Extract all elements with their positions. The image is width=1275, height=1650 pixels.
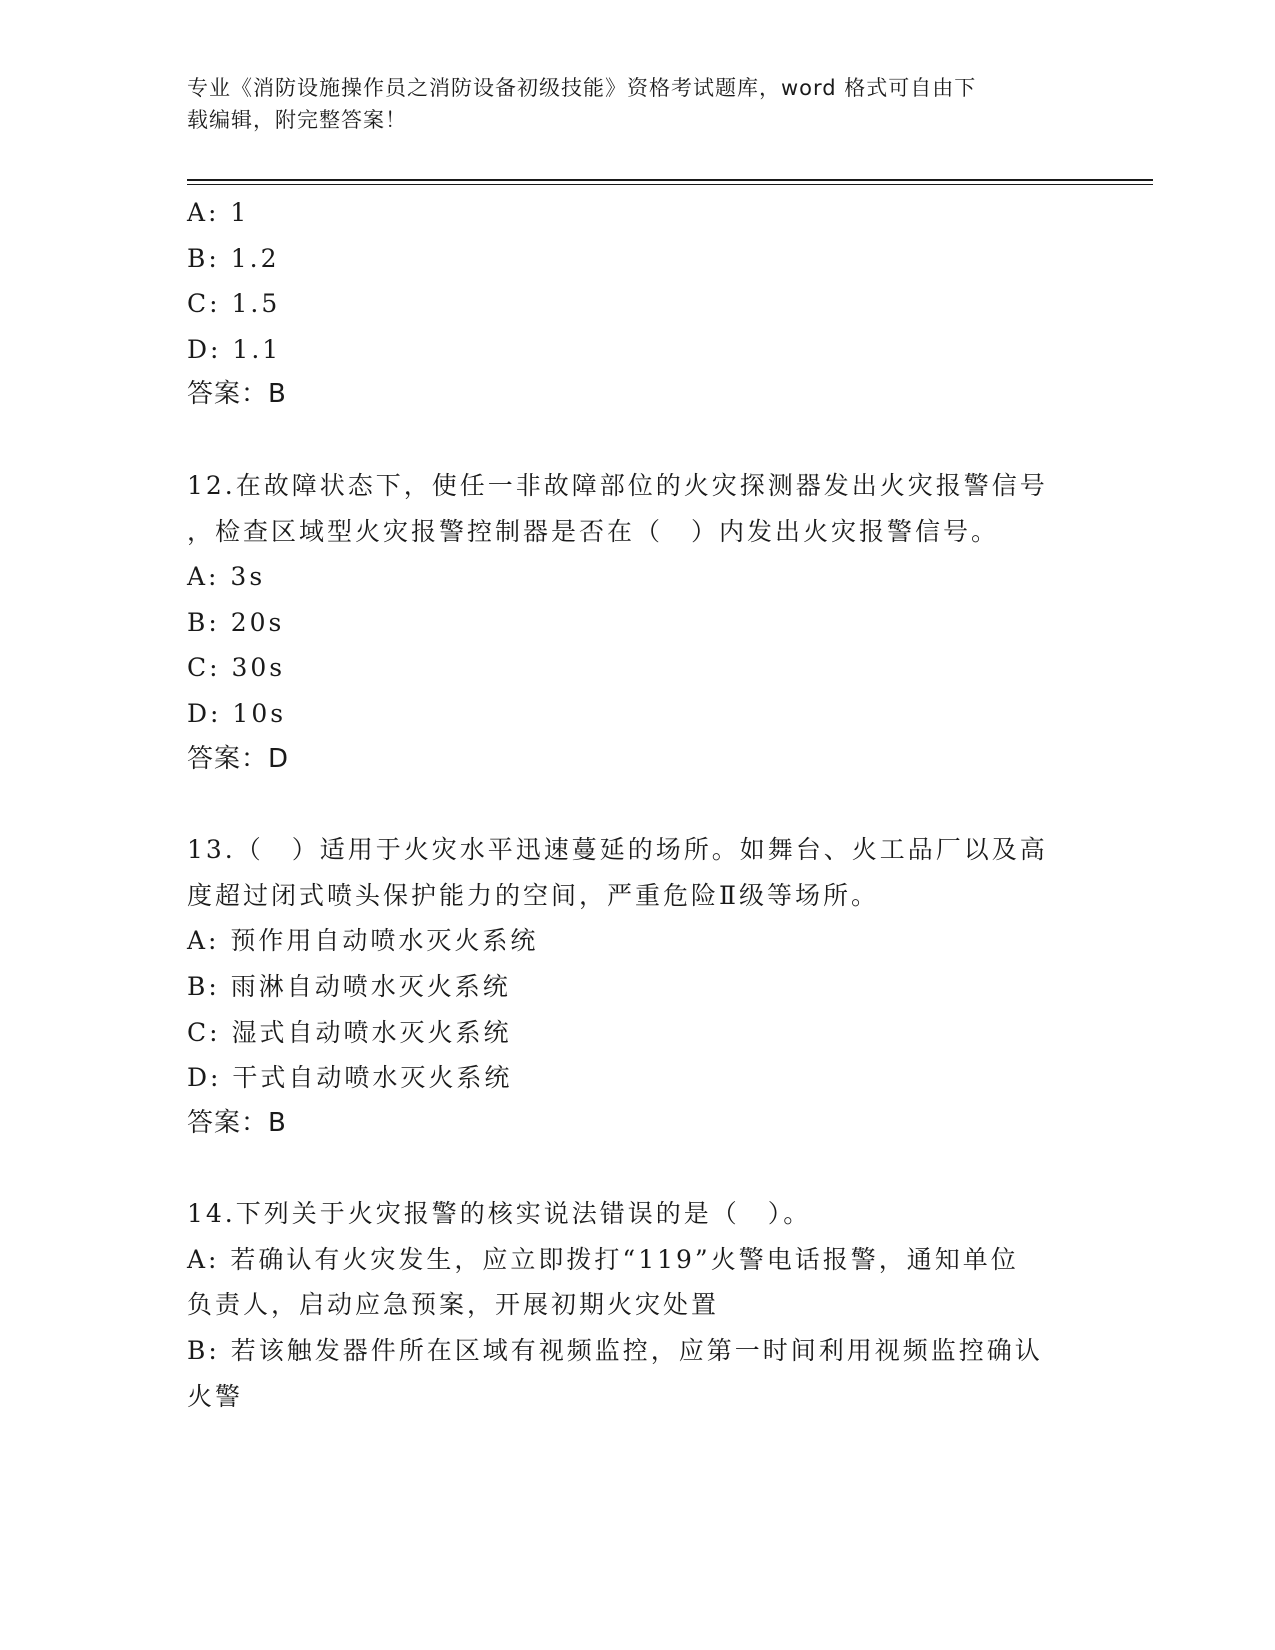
- option-b: B: 1.2: [187, 243, 280, 273]
- spacer: [187, 782, 1087, 827]
- spacer: [187, 1146, 1087, 1191]
- question-12: [187, 463, 1087, 782]
- option-b: B: 若该触发器件所在区域有视频监控，应第一时间利用视频监控确认: [187, 1336, 1043, 1366]
- answer: 答案：B: [187, 1107, 287, 1138]
- question-stem: 13.（ ）适用于火灾水平迅速蔓延的场所。如舞台、火工品厂以及高: [187, 835, 1048, 865]
- option-b: B: 20s: [187, 607, 285, 637]
- question-stem: 度超过闭式喷头保护能力的空间，严重危险Ⅱ级等场所。: [187, 880, 879, 910]
- option-a-continued: 负责人，启动应急预案，开展初期火灾处置: [187, 1290, 720, 1320]
- question-list: [187, 190, 1087, 1419]
- option-a: A: 预作用自动喷水灭火系统: [187, 926, 539, 956]
- header-line-1: 专业《消防设施操作员之消防设备初级技能》资格考试题库，word 格式可自由下: [187, 76, 977, 100]
- question-11: [187, 190, 1087, 418]
- question-14: [187, 1191, 1087, 1419]
- option-c: C: 1.5: [187, 289, 281, 319]
- question-stem: 12.在故障状态下，使任一非故障部位的火灾探测器发出火灾报警信号: [187, 470, 1048, 500]
- option-d: D: 1.1: [187, 334, 282, 364]
- answer: 答案：B: [187, 379, 287, 410]
- header-divider-thin: [187, 184, 1153, 185]
- header-line-2: 载编辑，附完整答案！: [187, 108, 407, 132]
- option-a: A: 若确认有火灾发生，应立即拨打“119”火警电话报警，通知单位: [187, 1244, 1019, 1274]
- document-header: [187, 72, 1067, 136]
- header-divider-thick: [187, 179, 1153, 181]
- answer: 答案：D: [187, 743, 290, 774]
- question-stem: ，检查区域型火灾报警控制器是否在（ ）内发出火灾报警信号。: [187, 516, 1000, 546]
- option-d: D: 干式自动喷水灭火系统: [187, 1063, 513, 1093]
- spacer: [187, 418, 1087, 463]
- option-a: A: 3s: [187, 562, 266, 592]
- option-b: B: 雨淋自动喷水灭火系统: [187, 971, 511, 1001]
- question-stem: 14.下列关于火灾报警的核实说法错误的是（ ）。: [187, 1199, 812, 1229]
- option-b-continued: 火警: [187, 1381, 244, 1411]
- option-a: A: 1: [187, 198, 250, 227]
- question-13: [187, 827, 1087, 1146]
- option-c: C: 湿式自动喷水灭火系统: [187, 1017, 512, 1047]
- option-c: C: 30s: [187, 653, 286, 683]
- option-d: D: 10s: [187, 698, 287, 728]
